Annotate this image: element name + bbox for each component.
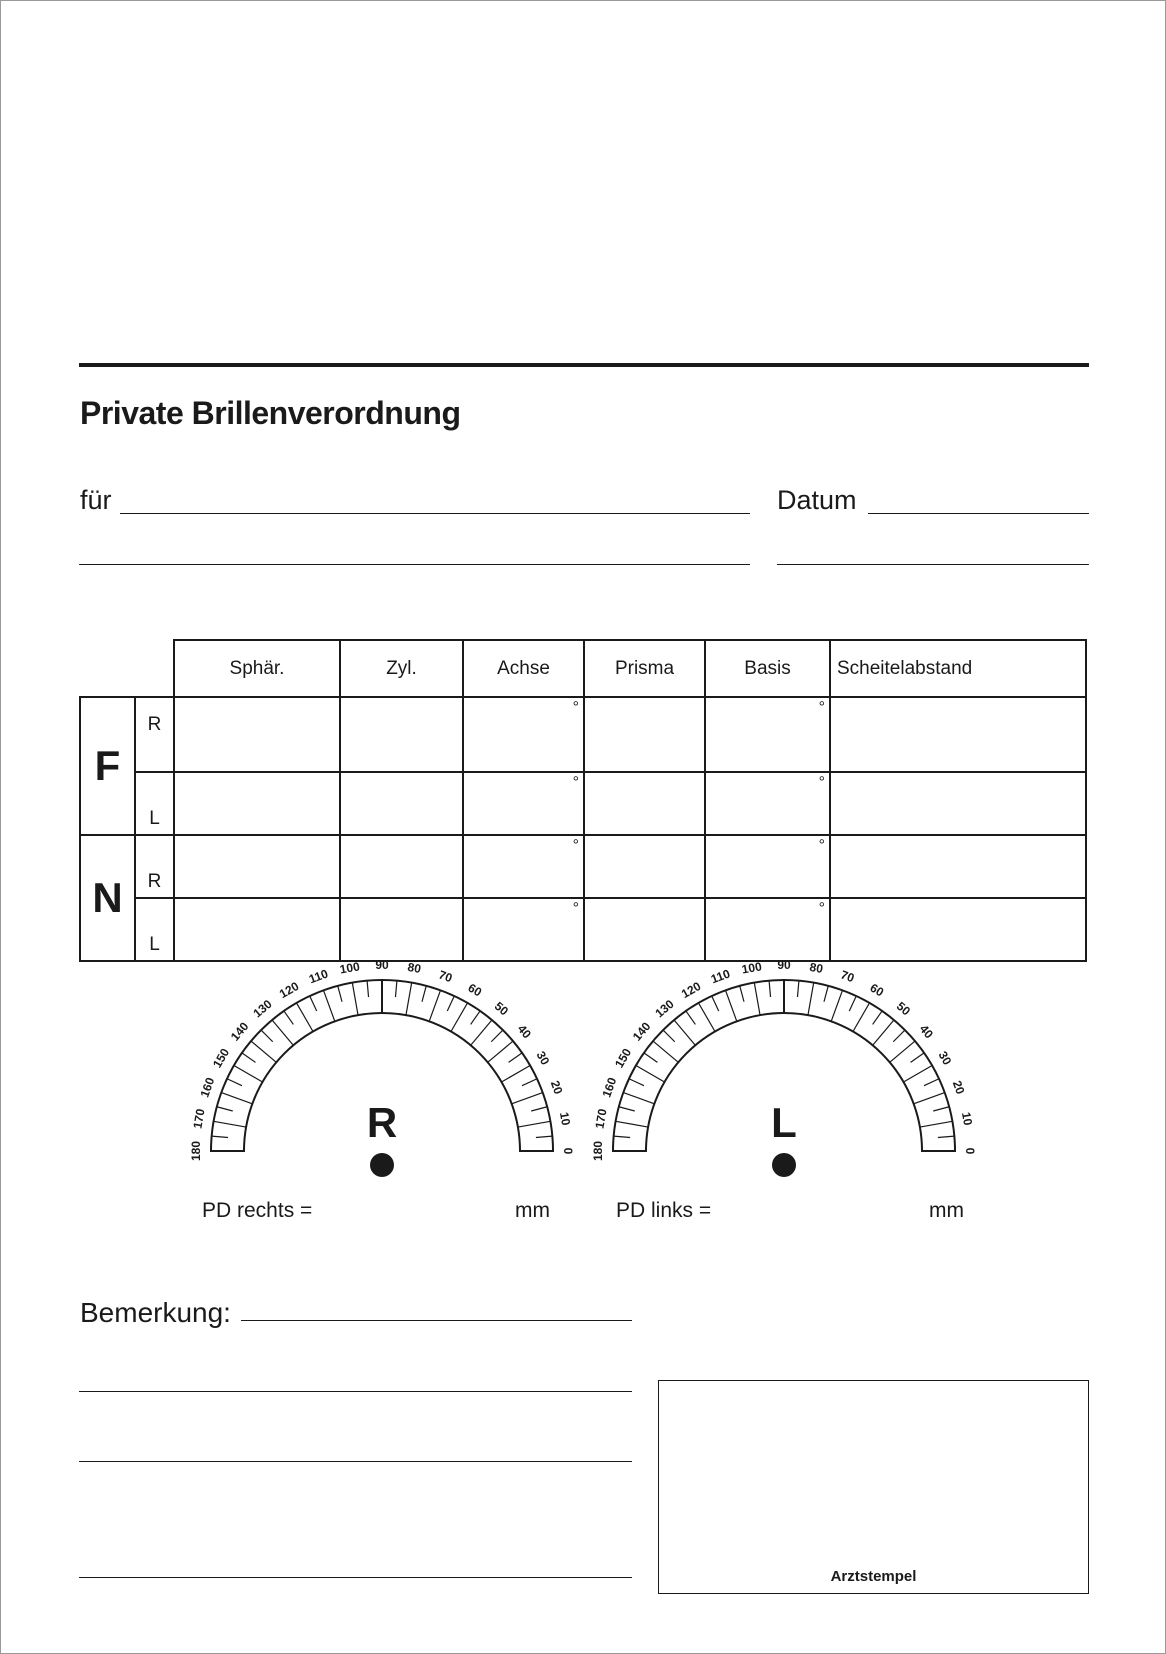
- gauge-tick: [512, 1093, 543, 1104]
- near-group-label: N: [80, 835, 135, 961]
- gauge-scale-label: 140: [227, 1019, 252, 1044]
- gauge-scale-label: 60: [465, 980, 485, 1000]
- gauge-tick: [422, 986, 426, 1002]
- gauge-scale-label: 60: [867, 980, 887, 1000]
- gauge-tick: [406, 983, 412, 1015]
- gauge-tick: [924, 1079, 939, 1086]
- gauge-scale-label: 0: [962, 1147, 977, 1155]
- left-axis-gauge: [591, 958, 977, 1177]
- gauge-scale-label: 90: [375, 958, 389, 973]
- degree-mark: °: [572, 837, 579, 854]
- remarks-line-2[interactable]: [79, 1391, 632, 1392]
- gauge-scale-label: 80: [808, 959, 825, 977]
- far-right-zyl-cell[interactable]: [340, 697, 463, 772]
- degree-mark: °: [572, 774, 579, 791]
- gauge-scale-label: 50: [893, 998, 914, 1019]
- table-corner: [80, 640, 174, 697]
- patient-name-field[interactable]: [120, 513, 750, 514]
- near-right-sphaer-cell[interactable]: [174, 835, 340, 898]
- gauge-tick: [261, 1030, 273, 1042]
- far-left-achse-cell[interactable]: [463, 772, 584, 835]
- gauge-scale-label: 90: [777, 958, 791, 973]
- header-scheitelabstand: Scheitelabstand: [830, 640, 1086, 697]
- form-title: Private Brillenverordnung: [80, 395, 461, 431]
- gauge-tick: [674, 1020, 695, 1045]
- gauge-tick: [272, 1020, 293, 1045]
- near-right-zyl-cell[interactable]: [340, 835, 463, 898]
- gauge-tick: [509, 1053, 523, 1062]
- gauge-scale-label: 40: [916, 1021, 937, 1042]
- gauge-tick: [324, 990, 335, 1021]
- gauge-tick: [831, 990, 842, 1021]
- gauge-tick: [890, 1041, 915, 1062]
- far-group-label: F: [80, 697, 135, 835]
- table-row: [80, 772, 1086, 835]
- far-left-zyl-cell[interactable]: [340, 772, 463, 835]
- gauge-scale-label: 70: [436, 967, 455, 986]
- for-label: für: [80, 485, 112, 515]
- far-left-scheitelabstand-cell[interactable]: [830, 772, 1086, 835]
- gauge-scale-label: 20: [547, 1078, 566, 1097]
- remarks-line-4[interactable]: [79, 1577, 632, 1578]
- pd-left-label: PD links =: [616, 1199, 712, 1222]
- near-right-prisma-cell[interactable]: [584, 835, 705, 898]
- gauge-tick: [221, 1093, 252, 1104]
- remarks-label: Bemerkung:: [80, 1297, 231, 1328]
- far-right-scheitelabstand-cell[interactable]: [830, 697, 1086, 772]
- eye-label-left: L: [135, 898, 174, 961]
- header-prisma: Prisma: [584, 640, 705, 697]
- gauge-scale-label: 80: [406, 959, 423, 977]
- far-left-basis-cell[interactable]: [705, 772, 830, 835]
- gauge-scale-label: 180: [591, 1140, 606, 1162]
- gauge-tick: [653, 1041, 678, 1062]
- far-right-prisma-cell[interactable]: [584, 697, 705, 772]
- degree-mark: °: [818, 837, 825, 854]
- patient-address-field[interactable]: [79, 564, 750, 565]
- gauge-scale-label: 20: [949, 1078, 968, 1097]
- gauge-tick: [251, 1041, 276, 1062]
- gauge-scale-label: 120: [678, 978, 704, 1002]
- left-center-dot: [772, 1153, 796, 1177]
- gauge-scale-label: 120: [276, 978, 302, 1002]
- gauge-scale-label: 150: [209, 1045, 233, 1071]
- gauge-tick: [217, 1107, 233, 1111]
- gauge-tick: [629, 1079, 644, 1086]
- date-field[interactable]: [868, 513, 1089, 514]
- gauge-scale-label: 160: [599, 1075, 620, 1100]
- header-basis: Basis: [705, 640, 830, 697]
- gauge-tick: [352, 983, 358, 1015]
- gauge-tick: [297, 1003, 314, 1032]
- gauge-tick: [933, 1107, 949, 1111]
- gauge-tick: [429, 990, 440, 1021]
- gauge-tick: [754, 983, 760, 1015]
- date-label: Datum: [777, 485, 857, 515]
- remarks-line-3[interactable]: [79, 1461, 632, 1462]
- gauge-tick: [310, 996, 317, 1011]
- header-achse: Achse: [463, 640, 584, 697]
- gauge-tick: [623, 1093, 654, 1104]
- table-header-row: [80, 640, 1086, 697]
- gauge-scale-label: 130: [250, 996, 275, 1021]
- gauge-tick: [471, 1011, 480, 1025]
- gauge-tick: [920, 1121, 952, 1127]
- gauge-tick: [849, 996, 856, 1011]
- gauge-tick: [797, 981, 798, 997]
- degree-mark: °: [572, 699, 579, 716]
- date-extra-field[interactable]: [777, 564, 1089, 565]
- degree-mark: °: [818, 699, 825, 716]
- gauge-tick: [338, 986, 342, 1002]
- gauge-scale-label: 110: [306, 966, 330, 987]
- gauge-tick: [616, 1121, 648, 1127]
- gauge-scale-label: 180: [189, 1140, 204, 1162]
- gauge-tick: [367, 981, 368, 997]
- gauge-tick: [769, 981, 770, 997]
- far-left-sphaer-cell[interactable]: [174, 772, 340, 835]
- right-axis-gauge: [189, 958, 575, 1177]
- header-sphaer: Sphär.: [174, 640, 340, 697]
- left-eye-letter: L: [771, 1099, 797, 1146]
- gauge-tick: [214, 1121, 246, 1127]
- gauge-tick: [614, 1136, 630, 1137]
- gauge-scale-label: 30: [533, 1048, 553, 1068]
- gauge-scale-label: 10: [556, 1110, 574, 1127]
- near-right-scheitelabstand-cell[interactable]: [830, 835, 1086, 898]
- gauge-tick: [699, 1003, 716, 1032]
- gauge-tick: [914, 1093, 945, 1104]
- far-right-sphaer-cell[interactable]: [174, 697, 340, 772]
- gauge-tick: [451, 1003, 468, 1032]
- gauge-scale-label: 100: [740, 959, 763, 977]
- gauge-scale-label: 10: [958, 1110, 976, 1127]
- gauge-scale-label: 170: [190, 1107, 208, 1130]
- gauge-tick: [740, 986, 744, 1002]
- gauge-tick: [873, 1011, 882, 1025]
- gauge-tick: [395, 981, 396, 997]
- gauge-tick: [911, 1053, 925, 1062]
- gauge-tick: [644, 1053, 658, 1062]
- gauge-scale-label: 50: [491, 998, 512, 1019]
- gauge-scale-label: 40: [514, 1021, 535, 1042]
- gauge-scale-label: 30: [935, 1048, 955, 1068]
- stamp-label: Arztstempel: [830, 1568, 917, 1585]
- pd-left-unit: mm: [929, 1199, 964, 1222]
- eye-label-right: R: [135, 697, 174, 772]
- far-left-prisma-cell[interactable]: [584, 772, 705, 835]
- gauge-scale-label: 140: [629, 1019, 654, 1044]
- gauge-scale-label: 160: [197, 1075, 218, 1100]
- gauge-tick: [536, 1136, 552, 1137]
- near-right-achse-cell[interactable]: [463, 835, 584, 898]
- gauge-tick: [227, 1079, 242, 1086]
- eye-label-right: R: [135, 835, 174, 898]
- axis-gauges: [1, 941, 1166, 1181]
- far-right-basis-cell[interactable]: [705, 697, 830, 772]
- pd-right-unit: mm: [515, 1199, 550, 1222]
- gauge-tick: [853, 1003, 870, 1032]
- near-right-basis-cell[interactable]: [705, 835, 830, 898]
- remarks-line-1[interactable]: [241, 1320, 632, 1321]
- gauge-scale-label: 170: [592, 1107, 610, 1130]
- gauge-scale-label: 0: [560, 1147, 575, 1155]
- doctor-stamp-box: [658, 1380, 1089, 1594]
- degree-mark: °: [818, 774, 825, 791]
- gauge-tick: [212, 1136, 228, 1137]
- gauge-tick: [234, 1066, 263, 1083]
- gauge-scale-label: 110: [708, 966, 732, 987]
- table-row: [80, 697, 1086, 772]
- degree-mark: °: [818, 900, 825, 917]
- gauge-tick: [824, 986, 828, 1002]
- gauge-tick: [284, 1011, 293, 1025]
- gauge-tick: [726, 990, 737, 1021]
- gauge-scale-label: 150: [611, 1045, 635, 1071]
- gauge-scale-label: 100: [338, 959, 361, 977]
- gauge-scale-label: 70: [838, 967, 857, 986]
- right-center-dot: [370, 1153, 394, 1177]
- gauge-tick: [893, 1030, 905, 1042]
- gauge-tick: [619, 1107, 635, 1111]
- pd-right-label: PD rechts =: [202, 1199, 313, 1222]
- header-zyl: Zyl.: [340, 640, 463, 697]
- gauge-tick: [491, 1030, 503, 1042]
- gauge-tick: [938, 1136, 954, 1137]
- far-right-achse-cell[interactable]: [463, 697, 584, 772]
- gauge-tick: [471, 1020, 492, 1045]
- gauge-tick: [531, 1107, 547, 1111]
- table-row: [80, 835, 1086, 898]
- gauge-tick: [636, 1066, 665, 1083]
- gauge-tick: [686, 1011, 695, 1025]
- gauge-tick: [242, 1053, 256, 1062]
- prescription-table: [79, 639, 1087, 962]
- gauge-tick: [712, 996, 719, 1011]
- gauge-tick: [808, 983, 814, 1015]
- gauge-tick: [502, 1066, 531, 1083]
- header-rule: [79, 363, 1089, 367]
- gauge-tick: [447, 996, 454, 1011]
- gauge-tick: [488, 1041, 513, 1062]
- eye-label-left: L: [135, 772, 174, 835]
- gauge-tick: [522, 1079, 537, 1086]
- gauge-tick: [663, 1030, 675, 1042]
- degree-mark: °: [572, 900, 579, 917]
- gauge-tick: [904, 1066, 933, 1083]
- gauge-tick: [873, 1020, 894, 1045]
- right-eye-letter: R: [366, 1099, 398, 1146]
- gauge-scale-label: 130: [652, 996, 677, 1021]
- gauge-tick: [518, 1121, 550, 1127]
